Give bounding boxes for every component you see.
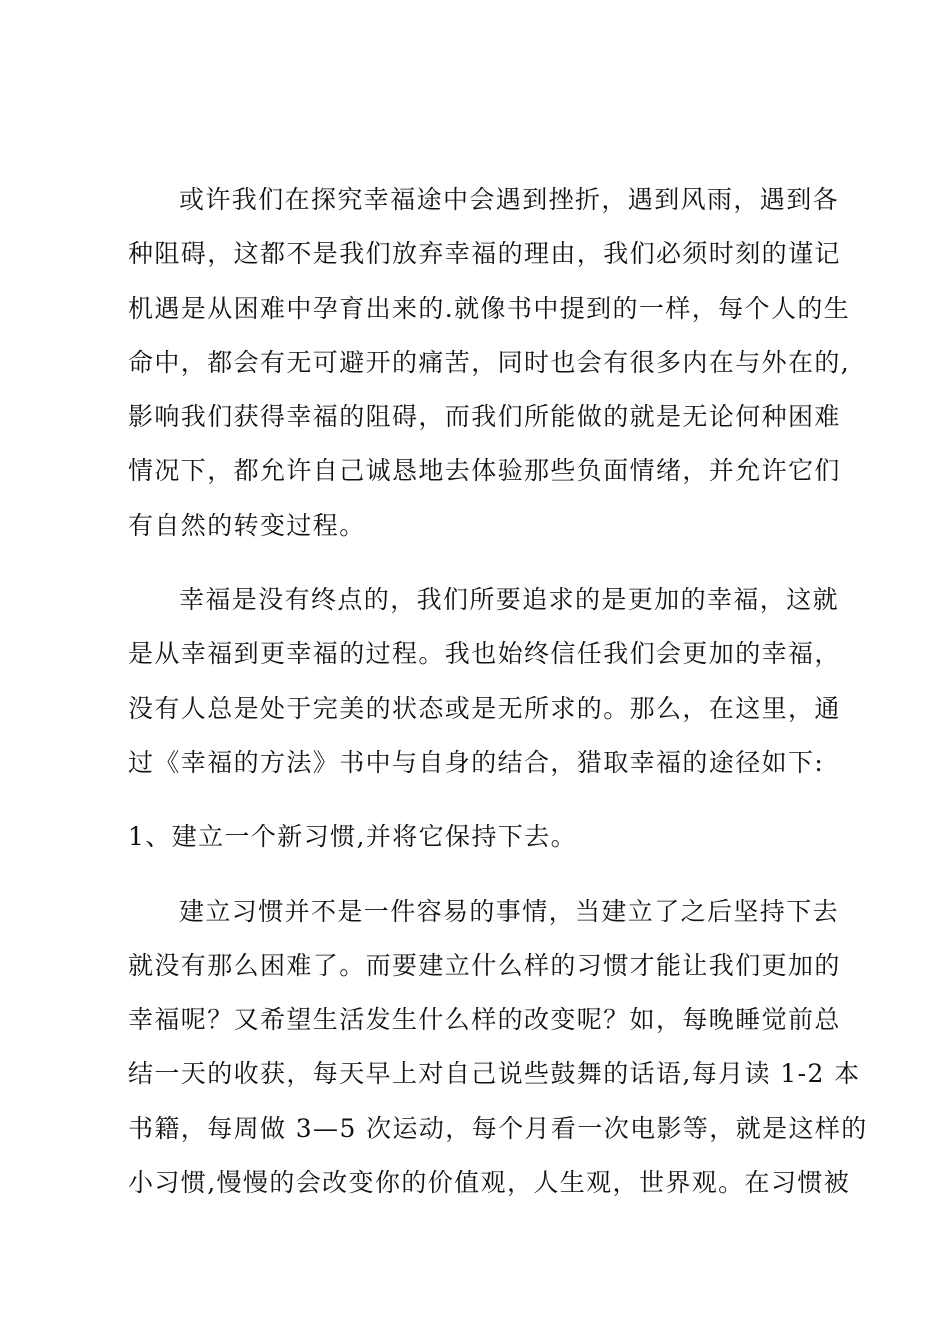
text-line: 小习惯,慢慢的会改变你的价值观，人生观，世界观。在习惯被 [128,1168,851,1198]
text-line: 书籍，每周做 3—5 次运动，每个月看一次电影等，就是这样的 [128,1113,868,1143]
text-line: 结一天的收获，每天早上对自己说些鼓舞的话语,每月读 1-2 本 [128,1059,861,1089]
text-line: 种阻碍，这都不是我们放弃幸福的理由，我们必须时刻的谨记 [128,239,841,269]
text-line: 幸福呢？又希望生活发生什么样的改变呢？如，每晚睡觉前总 [128,1005,841,1035]
paragraph-spacer [128,865,831,885]
document-body [128,173,868,1210]
paragraph-spacer [128,790,831,810]
paragraph-spacer [128,553,831,573]
text-line: 是从幸福到更幸福的过程。我也始终信任我们会更加的幸福， [128,639,841,669]
text-line: 没有人总是处于完美的状态或是无所求的。那么，在这里，通 [128,693,841,723]
section-heading [128,810,831,864]
text-line: 幸福是没有终点的，我们所要追求的是更加的幸福，这就 [179,585,840,615]
paragraph-1 [128,173,851,553]
text-line: 或许我们在探究幸福途中会遇到挫折，遇到风雨，遇到各 [179,185,840,214]
paragraph-3 [128,885,868,1211]
text-line: 有自然的转变过程。 [128,510,366,540]
paragraph-2 [128,573,841,790]
text-line: 过《幸福的方法》书中与自身的结合，猎取幸福的途径如下: [128,747,825,777]
heading-line: 1、建立一个新习惯,并将它保持下去。 [128,822,578,852]
text-line: 就没有那么困难了。而要建立什么样的习惯才能让我们更加的 [128,950,841,980]
text-line: 建立习惯并不是一件容易的事情，当建立了之后坚持下去 [179,896,840,926]
text-line: 影响我们获得幸福的阻碍，而我们所能做的就是无论何种困难 [128,402,841,432]
text-line: 机遇是从困难中孕育出来的.就像书中提到的一样，每个人的生 [128,293,851,323]
text-line: 情况下，都允许自己诚恳地去体验那些负面情绪，并允许它们 [128,456,841,486]
text-line: 命中，都会有无可避开的痛苦，同时也会有很多内在与外在的, [128,347,851,377]
